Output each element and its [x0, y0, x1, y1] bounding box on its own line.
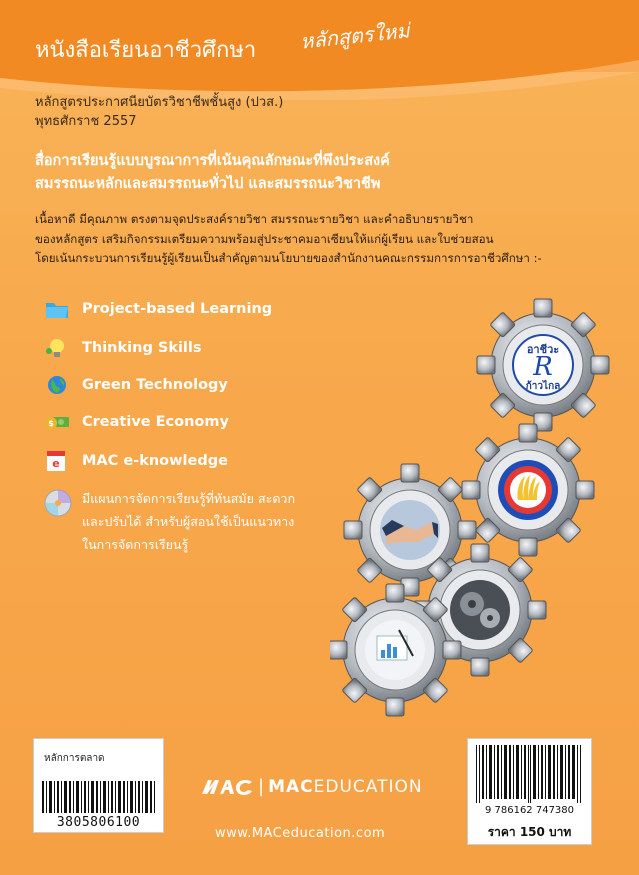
isbn-box — [467, 738, 592, 845]
headline-line-1: สื่อการเรียนรู้แบบบูรณาการที่เน้นคุณลักษณะที่พึงประสงค์ — [35, 153, 390, 169]
curriculum-line-2: พุทธศักราช 2557 — [35, 114, 137, 129]
lesson-plan-note — [44, 487, 295, 556]
feature-label: Thinking Skills — [82, 340, 202, 356]
globe-icon — [44, 374, 70, 396]
gear-charts — [330, 584, 461, 716]
folder-icon — [44, 298, 70, 320]
series-title: หนังสือเรียนอาชีวศึกษา — [35, 38, 257, 63]
mac-logo-icon — [200, 778, 254, 796]
description-line-3: โดยเน้นกระบวนการเรียนรู้ผู้เรียนเป็นสำคัญตามนโยบายของสำนักงานคณะกรรมการการอาชีวศึกษา :- — [35, 251, 542, 265]
plan-line-3: ในการจัดการเรียนรู้ — [82, 537, 189, 552]
curriculum-info — [35, 93, 283, 131]
market-label-title: หลักการตลาด — [44, 753, 105, 764]
description-line-1: เนื้อหาดี มีคุณภาพ ตรงตามจุดประสงค์รายวิชา สมรรถนะรายวิชา และคำอธิบายรายวิชา — [35, 212, 474, 226]
svg-text:$: $ — [48, 419, 54, 428]
publisher-separator: | — [258, 776, 265, 797]
cd-icon — [44, 489, 72, 517]
isbn-number: 9 786162 747380 — [484, 805, 575, 816]
curriculum-line-1: หลักสูตรประกาศนียบัตรวิชาชีพชั้นสูง (ปวส.) — [35, 95, 284, 110]
plan-line-1: มีแผนการจัดการเรียนรู้ที่ทันสมัย สะดวก — [82, 491, 296, 506]
lightbulb-icon — [44, 337, 70, 359]
feature-project-based — [44, 298, 272, 320]
publisher-name-bold: MAC — [268, 776, 314, 797]
publisher-name — [268, 777, 423, 797]
feature-mac-e-knowledge — [44, 450, 228, 472]
feature-label: Project-based Learning — [82, 301, 273, 317]
description-line-2: ของหลักสูตร เสริมกิจกรรมเตรียมความพร้อมสู่ประชาคมอาเซียนให้แก่ผู้เรียน และใบช่วยสอน — [35, 231, 494, 246]
feature-label: Creative Economy — [82, 414, 229, 430]
isbn-barcode — [476, 745, 583, 803]
e-knowledge-icon — [44, 450, 70, 472]
feature-creative-economy — [44, 411, 229, 433]
headline-line-2: สมรรถนะหลักและสมรรถนะทั่วไป และสมรรถนะวิชาชีพ — [35, 176, 381, 192]
money-icon — [44, 411, 70, 433]
publisher-name-rest: EDUCATION — [313, 776, 423, 797]
svg-text:e: e — [52, 457, 60, 470]
market-label-box — [33, 738, 164, 833]
r-badge-letter: R — [533, 352, 553, 382]
feature-green-technology — [44, 374, 228, 396]
headline — [35, 150, 390, 196]
publisher-logo — [200, 776, 423, 797]
new-curriculum-badge: หลักสูตรใหม่ — [299, 18, 411, 54]
r-badge-top: อาชีวะ — [526, 343, 560, 356]
feature-label: MAC e-knowledge — [82, 453, 228, 469]
market-barcode — [42, 781, 155, 813]
feature-thinking-skills — [44, 337, 202, 359]
gear-asean — [462, 424, 594, 556]
description — [35, 210, 542, 269]
feature-label: Green Technology — [82, 377, 228, 393]
plan-line-2: และปรับได้ สำหรับผู้สอนใช้เป็นแนวทาง — [82, 514, 295, 529]
price-label: ราคา 150 บาท — [487, 825, 572, 839]
gears-illustration — [330, 290, 639, 730]
gear-r-badge — [477, 299, 609, 431]
market-code: 3805806100 — [56, 815, 141, 830]
website-url: www.MACeducation.com — [215, 826, 386, 841]
r-badge-bottom: ก้าวไกล — [525, 381, 561, 392]
